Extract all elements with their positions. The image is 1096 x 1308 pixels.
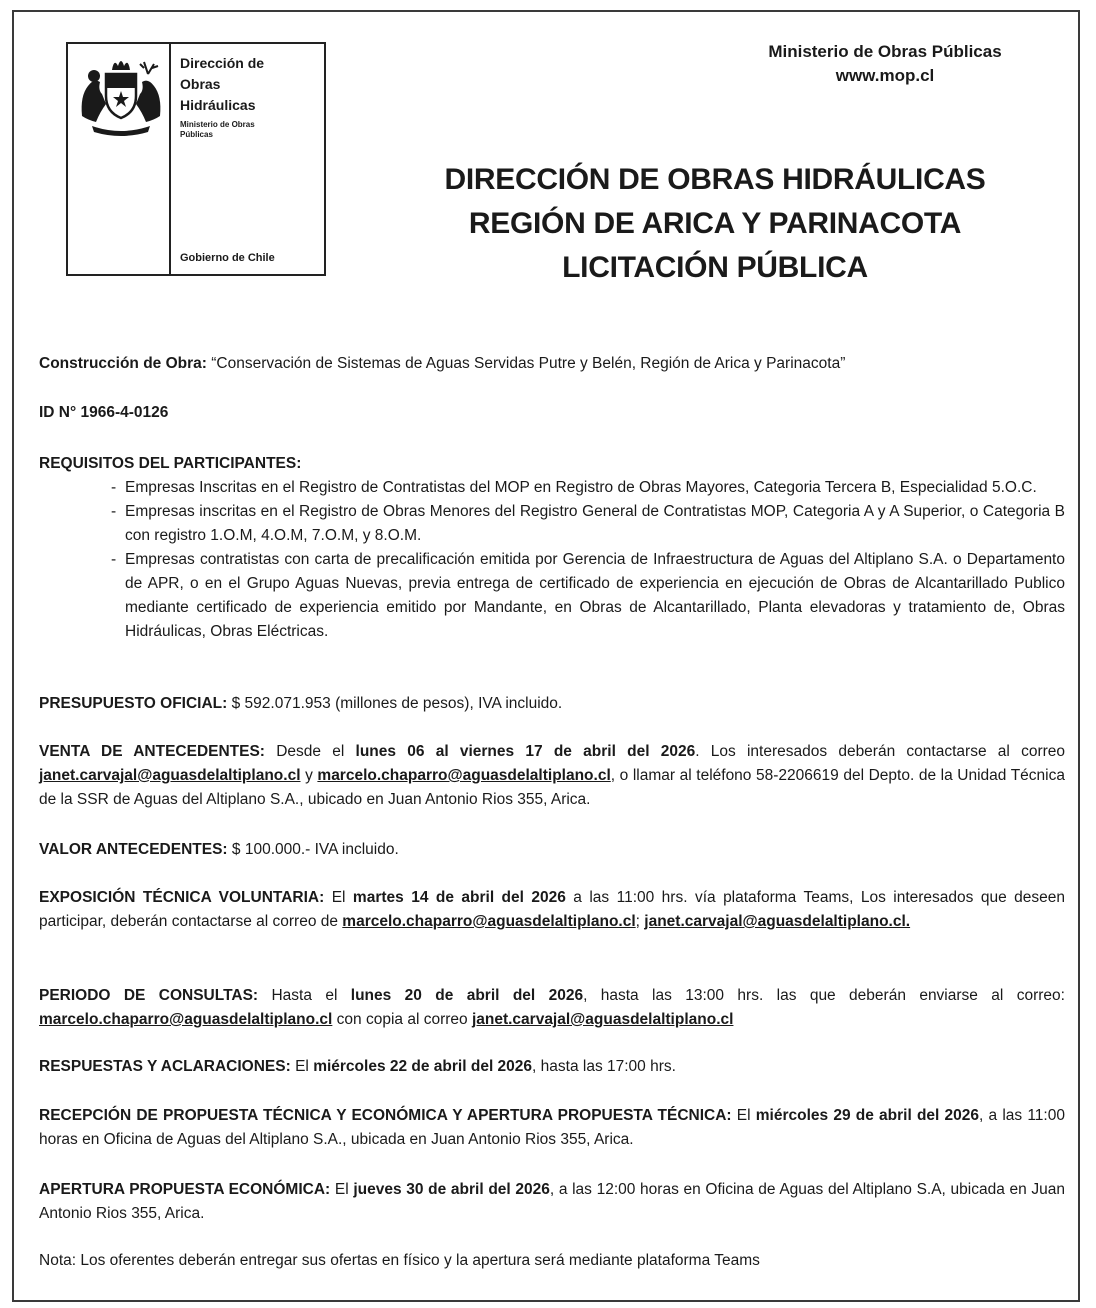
date-text: miércoles 29 de abril del 2026 — [755, 1107, 980, 1124]
requisitos-list — [39, 476, 1065, 644]
list-item-text: Empresas contratistas con carta de precalificación emitida por Gerencia de Infraestructura de Aguas del Altiplano S.A. o Departamento de APR, o en el Grupo Aguas Nuevas, previa entrega de certificado de experiencia en ejecución de Obras de Alcantarillado Publico mediante certificado de experiencia emitido por Mandante, en Obras de Alcantarillado, Planta elevadoras y tratamiento de, Obras Hidráulicas, Obras Eléctricas. — [125, 551, 1065, 640]
email-link[interactable]: janet.carvajal@aguasdelaltiplano.cl — [39, 767, 301, 784]
email-link[interactable]: marcelo.chaparro@aguasdelaltiplano.cl — [317, 767, 611, 784]
email-link[interactable]: janet.carvajal@aguasdelaltiplano.cl. — [644, 913, 911, 930]
section-text: El — [324, 889, 353, 906]
respuestas-section — [39, 1055, 1065, 1079]
title-line: REGIÓN DE ARICA Y PARINACOTA — [468, 207, 962, 240]
recepcion-section — [39, 1104, 1065, 1152]
date-text: jueves 30 de abril del 2026 — [353, 1181, 550, 1198]
requisitos-section — [39, 452, 1065, 644]
section-text: “Conservación de Sistemas de Aguas Servidas Putre y Belén, Región de Arica y Parinacota” — [206, 355, 846, 372]
obra-section — [39, 352, 845, 376]
logo-divider — [169, 44, 171, 274]
section-label: VENTA DE ANTECEDENTES: — [39, 743, 265, 760]
ministry-website: www.mop.cl — [835, 66, 935, 85]
nota: Nota: Los oferentes deberán entregar sus ofertas en físico y la apertura será mediante plataforma Teams — [39, 1252, 760, 1269]
section-text: , o llamar al teléfono 58-2206619 del Depto. de la Unidad Técnica de la SSR de Aguas del Altiplano S.A., ubicado en Juan Antonio Rios 355, Arica. — [39, 767, 1065, 808]
exposicion-section — [39, 886, 1065, 934]
section-text: El — [330, 1181, 354, 1198]
title-line: DIRECCIÓN DE OBRAS HIDRÁULICAS — [444, 163, 986, 196]
title-line: LICITACIÓN PÚBLICA — [562, 251, 868, 284]
section-label: PRESUPUESTO OFICIAL: — [39, 695, 228, 712]
section-label: RESPUESTAS Y ACLARACIONES: — [39, 1058, 291, 1075]
section-text: a las 11:00 hrs. vía plataforma Teams, Los interesados que deseen participar, deberán contactarse al correo de — [39, 889, 1065, 930]
section-text: $ 592.071.953 (millones de pesos), IVA incluido. — [227, 695, 563, 712]
section-text: El — [290, 1058, 314, 1075]
logo-government: Gobierno de Chile — [180, 252, 275, 264]
date-text: lunes 06 al viernes 17 de abril del 2026 — [355, 743, 696, 760]
section-text: Hasta el — [258, 987, 351, 1004]
section-label: RECEPCIÓN DE PROPUESTA TÉCNICA Y ECONÓMICA Y APERTURA PROPUESTA TÉCNICA: — [39, 1107, 732, 1124]
section-label: APERTURA PROPUESTA ECONÓMICA: — [39, 1181, 331, 1198]
section-text: . Los interesados deberán contactarse al correo — [695, 743, 1066, 760]
section-text: , a las 11:00 horas en Oficina de Aguas del Altiplano S.A., ubicada en Juan Antonio Rios 355, Arica. — [39, 1107, 1065, 1148]
date-text: martes 14 de abril del 2026 — [352, 889, 566, 906]
apertura-section — [39, 1178, 1065, 1226]
dirección-obras-hidráulicas-logo — [66, 42, 326, 276]
list-item: - Empresas inscritas en el Registro de Obras Menores del Registro General de Contratistas MOP, Categoria A y A Superior, o Categoria B con registro 1.O.M, 4.O.M, 7.O.M, y 8.O.M. — [111, 503, 1065, 544]
section-label: VALOR ANTECEDENTES: — [39, 841, 228, 858]
valor-section — [39, 838, 1065, 862]
ministry-header — [740, 40, 1030, 88]
section-text: , a las 12:00 horas en Oficina de Aguas del Altiplano S.A, ubicada en Juan Antonio Rios 355, Arica. — [39, 1181, 1065, 1222]
email-link[interactable]: janet.carvajal@aguasdelaltiplano.cl — [471, 1011, 734, 1028]
logo-subtitle — [180, 120, 320, 140]
logo-title-line: Obras — [180, 76, 221, 92]
email-link[interactable]: marcelo.chaparro@aguasdelaltiplano.cl — [39, 1011, 333, 1028]
section-text: $ 100.000.- IVA incluido. — [227, 841, 399, 858]
consultas-section — [39, 984, 1065, 1032]
section-text: y — [300, 767, 318, 784]
section-text: El — [731, 1107, 756, 1124]
venta-section — [39, 740, 1065, 812]
date-text: miércoles 22 de abril del 2026 — [313, 1058, 533, 1075]
section-label: Construcción de Obra: — [39, 355, 207, 372]
logo-title-line: Hidráulicas — [180, 97, 256, 113]
email-link[interactable]: marcelo.chaparro@aguasdelaltiplano.cl — [342, 913, 636, 930]
list-item: - Empresas Inscritas en el Registro de Contratistas del MOP en Registro de Obras Mayores, Categoria Tercera B, Especialidad 5.O.C. — [111, 479, 1037, 496]
section-text: con copia al correo — [332, 1011, 472, 1028]
section-text: , hasta las 17:00 hrs. — [532, 1058, 676, 1075]
date-text: lunes 20 de abril del 2026 — [350, 987, 584, 1004]
list-item-text: Empresas Inscritas en el Registro de Contratistas del MOP en Registro de Obras Mayores, Categoria Tercera B, Especialidad 5.O.C. — [125, 479, 1037, 496]
chile-coat-of-arms-icon — [78, 56, 164, 136]
section-text: , hasta las 13:00 hrs. las que deberán enviarse al correo: — [583, 987, 1065, 1004]
list-item-text: Empresas inscritas en el Registro de Obras Menores del Registro General de Contratistas MOP, Categoria A y A Superior, o Categoria B con registro 1.O.M, 4.O.M, 7.O.M, y 8.O.M. — [125, 503, 1065, 544]
presupuesto-section — [39, 692, 1065, 716]
section-label: PERIODO DE CONSULTAS: — [39, 987, 259, 1004]
list-item: - Empresas contratistas con carta de precalificación emitida por Gerencia de Infraestructura de Aguas del Altiplano S.A. o Departamento de APR, o en el Grupo Aguas Nuevas, previa entrega de certificado de experiencia en ejecución de Obras de Alcantarillado Publico mediante certificado de experiencia emitido por Mandante, en Obras de Alcantarillado, Planta elevadoras y tratamiento de, Obras Hidráulicas, Obras Eléctricas. — [111, 551, 1065, 640]
page-title — [400, 158, 1030, 290]
logo-title — [180, 53, 320, 116]
logo-subtitle-line: Ministerio de Obras — [180, 120, 255, 129]
section-label: EXPOSICIÓN TÉCNICA VOLUNTARIA: — [39, 889, 325, 906]
section-text: Desde el — [264, 743, 356, 760]
section-text: ; — [635, 913, 645, 930]
ministry-name: Ministerio de Obras Públicas — [768, 42, 1002, 61]
licitacion-id: ID N° 1966-4-0126 — [39, 404, 169, 421]
logo-title-line: Dirección de — [180, 55, 265, 71]
logo-subtitle-line: Públicas — [180, 130, 213, 139]
section-label: REQUISITOS DEL PARTICIPANTES: — [39, 455, 302, 472]
